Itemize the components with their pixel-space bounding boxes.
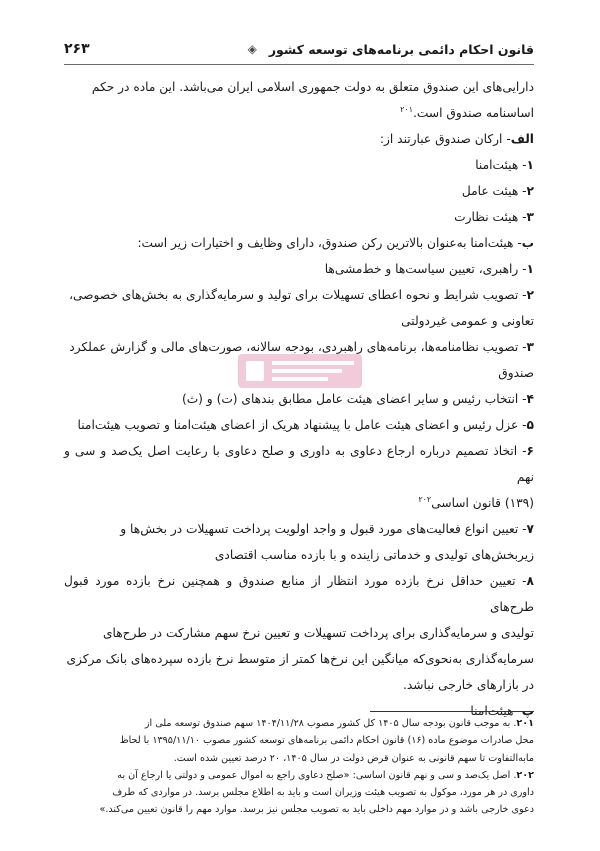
be-item-8: ۸- تعیین حداقل نرخ بازده مورد انتظار از منابع صندوق و همچنین نرخ بازده مورد قبول طرح‌های	[64, 574, 534, 614]
footnote-202-cont-2: دعوی خارجی باشد و در موارد مهم داخلی باید به تصویب مجلس نیز برسد. موارد مهم را قانون تعیین می‌کند.»	[99, 804, 534, 816]
header-title: قانون احکام دائمی برنامه‌های توسعه کشور	[268, 41, 534, 57]
alef-item-3: ۳- هیئت نظارت	[454, 210, 534, 224]
footnotes	[64, 715, 534, 819]
section-pe-label: پ	[521, 704, 534, 718]
be-item-7-cont: زیربخش‌های تولیدی و خدماتی زاینده و با بازده مناسب اقتصادی	[214, 548, 534, 562]
be-item-8-cont-1: تولیدی و سرمایه‌گذاری برای پرداخت تسهیلات و تعیین نرخ سهم مشارکت در طرح‌های	[102, 626, 534, 640]
be-item-5: ۵- عزل رئیس و اعضای هیئت عامل با پیشنهاد هریک از اعضای هیئت‌امنا و تصویب هیئت‌امنا	[77, 418, 534, 432]
be-item-1: ۱- راهبری، تعیین سیاست‌ها و خط‌مشی‌ها	[324, 262, 534, 276]
footnote-divider	[370, 711, 534, 712]
footnote-201-cont-1: محل صادرات موضوع ماده (۱۶) قانون احکام دائمی برنامه‌های توسعه کشور مصوب ۱۳۹۵/۱۱/۱۰ با لحاظ	[119, 735, 534, 747]
intro-line-2: اساسنامه صندوق است.$^{۲۰۱}$	[400, 104, 534, 120]
footnote-ref-202: ۲۰۲	[418, 494, 432, 504]
section-alef: الف- ارکان صندوق عبارتند از:	[379, 132, 534, 146]
be-item-4: ۴- انتخاب رئیس و سایر اعضای هیئت عامل مطابق بندهای (ت) و (ث)	[181, 392, 534, 406]
footnote-201: ۲۰۱. به موجب قانون بودجه سال ۱۴۰۵ کل کشور مصوب ۱۴۰۴/۱۱/۲۸ سهم صندوق توسعه ملی از	[144, 718, 534, 729]
be-item-6-cont: (۱۳۹) قانون اساسی$^{۲۰۲}$	[418, 494, 534, 510]
be-item-2-cont: تعاونی و عمومی غیردولتی	[401, 314, 534, 328]
footnote-202: ۲۰۲. اصل یک‌صد و سی و نهم قانون اساسی: «صلح دعاوی راجع به اموال عمومی و دولتی یا ارجاع آن به	[117, 769, 534, 781]
section-be: ب- هیئت‌امنا به‌عنوان بالاترین رکن صندوق، دارای وظایف و اختیارات زیر است:	[137, 236, 534, 250]
diamond-ornament-icon: ◈	[247, 42, 257, 56]
footnote-ref-201: ۲۰۱	[400, 104, 414, 114]
section-pe: پ- هیئت‌امنا	[470, 704, 534, 718]
section-alef-label: الف	[510, 132, 534, 146]
body-text	[64, 74, 534, 724]
be-item-8-cont-2: سرمایه‌گذاری به‌نحوی‌که میانگین این نرخ‌ها کمتر از متوسط نرخ بازده سپرده‌های بانک مرکزی	[66, 652, 534, 666]
section-be-label: ب	[521, 236, 534, 250]
be-item-6: ۶- اتخاذ تصمیم درباره ارجاع دعاوی به داوری و صلح دعاوی با رعایت اصل یک‌صد و سی و نهم	[64, 444, 534, 484]
be-item-2: ۲- تصویب شرایط و نحوه اعطای تسهیلات برای تولید و سرمایه‌گذاری به بخش‌های خصوصی،	[69, 288, 534, 302]
running-header	[64, 34, 534, 65]
be-item-3: ۳- تصویب نظامنامه‌ها، برنامه‌های راهبردی، بودجه سالانه، صورت‌های مالی و گزارش عملکرد	[69, 340, 534, 354]
alef-item-1: ۱- هیئت‌امنا	[475, 158, 534, 172]
footnote-201-cont-2: مابه‌التفاوت تا سهم قانونی به عنوان قرض دولت در سال ۱۴۰۵، ۲۰ درصد تعیین شده است.	[173, 752, 534, 764]
be-item-7: ۷- تعیین انواع فعالیت‌های مورد قبول و واجد اولویت پرداخت تسهیلات در بخش‌ها و	[120, 522, 534, 536]
be-item-3-cont: صندوق	[498, 366, 534, 380]
be-item-8-cont-3: در بازارهای خارجی نباشد.	[403, 678, 534, 692]
page-number: ۲۶۳	[64, 41, 90, 57]
footnote-202-cont-1: داوری در هر مورد، موکول به تصویب هیئت وزیران است و باید به اطلاع مجلس برسد. در مواردی که طرف	[112, 787, 534, 799]
intro-line-1: دارایی‌های این صندوق متعلق به دولت جمهوری اسلامی ایران می‌باشد. این ماده در حکم	[91, 80, 534, 94]
alef-item-2: ۲- هیئت عامل	[461, 184, 534, 198]
